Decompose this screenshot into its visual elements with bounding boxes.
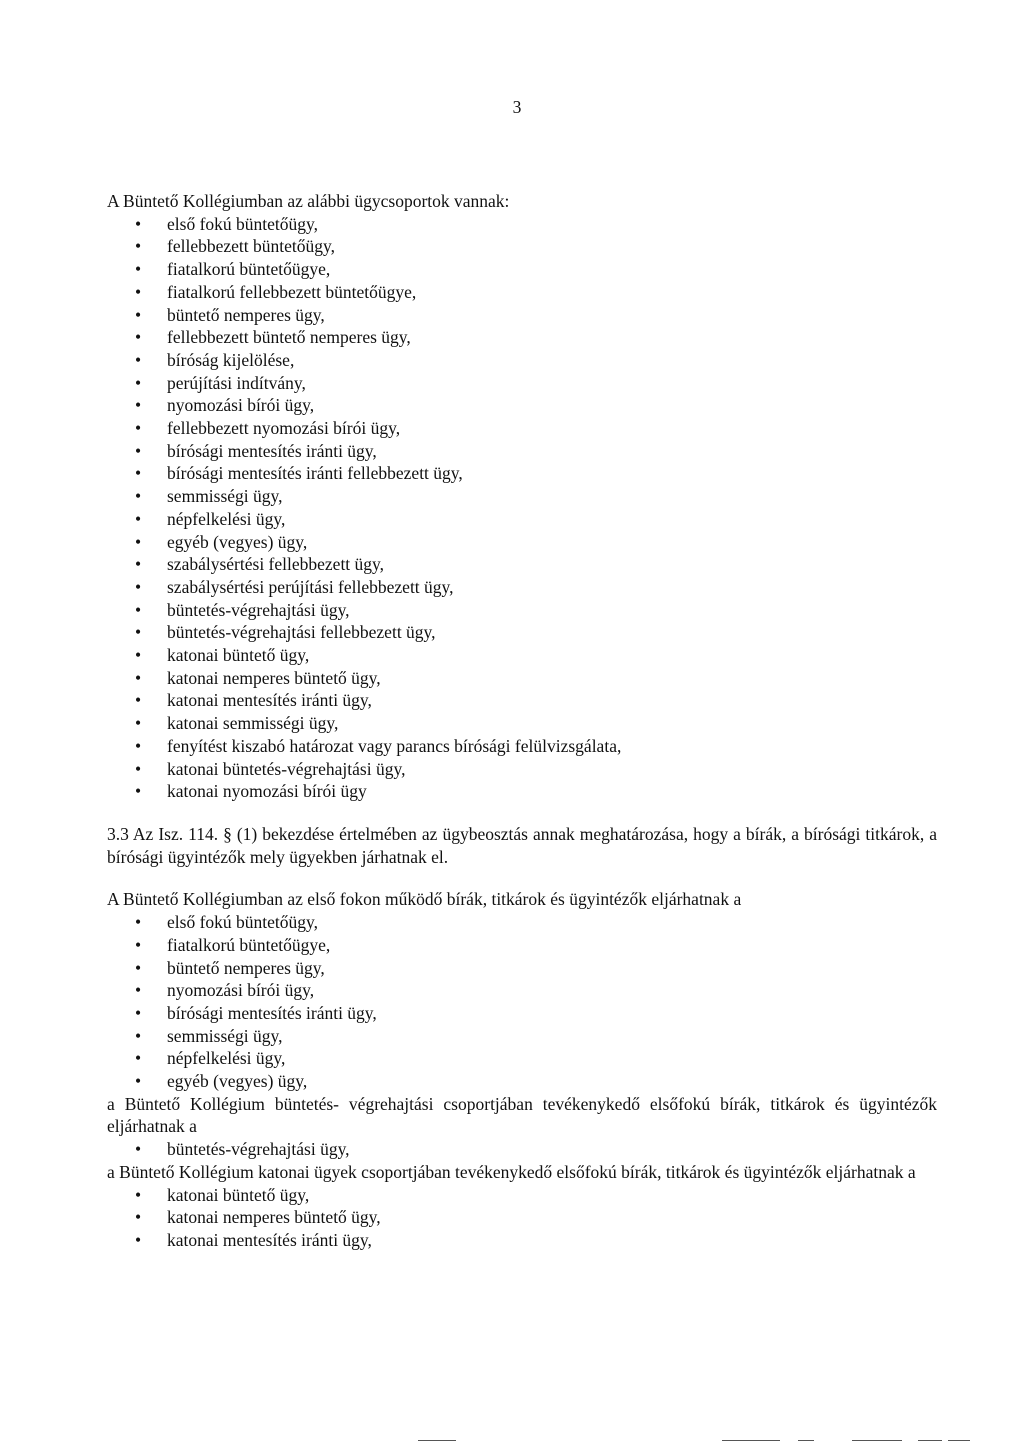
list-item-text: katonai mentesítés iránti ügy, xyxy=(167,690,372,711)
list-item xyxy=(107,1047,937,1070)
list-item-text: nyomozási bírói ügy, xyxy=(167,980,315,1001)
list-item-text: katonai büntető ügy, xyxy=(167,645,310,666)
bullet-icon: • xyxy=(135,713,142,734)
bullet-icon: • xyxy=(135,957,142,978)
list-item-text: katonai semmisségi ügy, xyxy=(167,713,339,734)
bullet-icon: • xyxy=(135,349,142,370)
list-item-text: büntető nemperes ügy, xyxy=(167,304,325,325)
list-item-text: nyomozási bírói ügy, xyxy=(167,395,315,416)
section1-intro: A Büntető Kollégiumban az alábbi ügycsoportok vannak: xyxy=(107,191,510,211)
bullet-icon: • xyxy=(135,690,142,711)
bullet-icon: • xyxy=(135,236,142,257)
list-item xyxy=(107,372,937,395)
list-item-text: bíróság kijelölése, xyxy=(167,349,295,370)
list-item-text: szabálysértési fellebbezett ügy, xyxy=(167,554,385,575)
page-number: 3 xyxy=(512,97,522,117)
bullet-icon: • xyxy=(135,304,142,325)
list-item xyxy=(107,667,937,690)
list-item-text: fellebbezett büntetőügy, xyxy=(167,236,335,257)
bullet-icon: • xyxy=(135,758,142,779)
list-item-text: perújítási indítvány, xyxy=(167,372,306,393)
bullet-icon: • xyxy=(135,1229,142,1250)
list-item xyxy=(107,621,937,644)
list-item xyxy=(107,485,937,508)
bullet-icon: • xyxy=(135,463,142,484)
list-item xyxy=(107,281,937,304)
list-item-text: fellebbezett nyomozási bírói ügy, xyxy=(167,418,401,439)
list-item-text: egyéb (vegyes) ügy, xyxy=(167,1071,308,1092)
bullet-icon: • xyxy=(135,599,142,620)
bullet-icon: • xyxy=(135,508,142,529)
enforcement-list xyxy=(107,1138,937,1161)
bullet-icon: • xyxy=(135,781,142,802)
list-item-text: szabálysértési perújítási fellebbezett ügy, xyxy=(167,576,454,597)
group2-intro: a Büntető Kollégium büntetés- végrehajtási csoportjában tevékenykedő elsőfokú bírák, titkárok és ügyintézők eljárhatnak a xyxy=(107,1093,937,1137)
list-item xyxy=(107,462,937,485)
list-item xyxy=(107,576,937,599)
bullet-icon: • xyxy=(135,327,142,348)
list-item xyxy=(107,531,937,554)
list-item-text: büntetés-végrehajtási fellebbezett ügy, xyxy=(167,622,436,643)
list-item xyxy=(107,1229,937,1252)
list-item-text: bírósági mentesítés iránti ügy, xyxy=(167,440,377,461)
bullet-icon: • xyxy=(135,1071,142,1092)
scan-artifact-lines xyxy=(0,1440,1024,1443)
bullet-icon: • xyxy=(135,667,142,688)
list-item xyxy=(107,1070,937,1093)
bullet-icon: • xyxy=(135,1048,142,1069)
list-item-text: fellebbezett büntető nemperes ügy, xyxy=(167,327,411,348)
bullet-icon: • xyxy=(135,735,142,756)
bullet-icon: • xyxy=(135,1025,142,1046)
list-item xyxy=(107,213,937,236)
list-item xyxy=(107,553,937,576)
list-item-text: első fokú büntetőügy, xyxy=(167,912,318,933)
bullet-icon: • xyxy=(135,372,142,393)
bullet-icon: • xyxy=(135,912,142,933)
bullet-icon: • xyxy=(135,980,142,1001)
list-item xyxy=(107,235,937,258)
bullet-icon: • xyxy=(135,622,142,643)
list-item-text: büntetés-végrehajtási ügy, xyxy=(167,599,350,620)
list-item-text: katonai büntető ügy, xyxy=(167,1184,310,1205)
list-item-text: fenyítést kiszabó határozat vagy parancs bírósági felülvizsgálata, xyxy=(167,735,622,756)
bullet-icon: • xyxy=(135,440,142,461)
list-item xyxy=(107,934,937,957)
list-item xyxy=(107,394,937,417)
list-item xyxy=(107,1138,937,1161)
bullet-icon: • xyxy=(135,418,142,439)
list-item xyxy=(107,304,937,327)
list-item xyxy=(107,1002,937,1025)
list-item-text: katonai büntetés-végrehajtási ügy, xyxy=(167,758,406,779)
bullet-icon: • xyxy=(135,645,142,666)
list-item xyxy=(107,1025,937,1048)
list-item-text: népfelkelési ügy, xyxy=(167,1048,286,1069)
list-item-text: katonai nyomozási bírói ügy xyxy=(167,781,367,802)
group3-intro: a Büntető Kollégium katonai ügyek csoportjában tevékenykedő elsőfokú bírák, titkárok és ügyintézők eljárhatnak a xyxy=(107,1161,916,1182)
bullet-icon: • xyxy=(135,554,142,575)
list-item-text: bírósági mentesítés iránti fellebbezett ügy, xyxy=(167,463,463,484)
list-item-text: katonai nemperes büntető ügy, xyxy=(167,1207,381,1228)
list-item-text: büntetés-végrehajtási ügy, xyxy=(167,1139,350,1160)
list-item-text: első fokú büntetőügy, xyxy=(167,213,318,234)
list-item xyxy=(107,599,937,622)
military-list xyxy=(107,1184,937,1252)
list-item xyxy=(107,349,937,372)
bullet-icon: • xyxy=(135,1139,142,1160)
list-item-text: semmisségi ügy, xyxy=(167,1025,283,1046)
list-item xyxy=(107,440,937,463)
list-item-text: bírósági mentesítés iránti ügy, xyxy=(167,1002,377,1023)
bullet-icon: • xyxy=(135,259,142,280)
bullet-icon: • xyxy=(135,395,142,416)
list-item xyxy=(107,1184,937,1207)
bullet-icon: • xyxy=(135,486,142,507)
list-item-text: katonai nemperes büntető ügy, xyxy=(167,667,381,688)
list-item-text: semmisségi ügy, xyxy=(167,486,283,507)
case-group-list xyxy=(107,213,937,803)
bullet-icon: • xyxy=(135,531,142,552)
list-item-text: fiatalkorú fellebbezett büntetőügye, xyxy=(167,281,417,302)
list-item xyxy=(107,911,937,934)
bullet-icon: • xyxy=(135,281,142,302)
list-item xyxy=(107,417,937,440)
list-item xyxy=(107,979,937,1002)
document-body xyxy=(107,190,937,1252)
section3-intro: A Büntető Kollégiumban az első fokon működő bírák, titkárok és ügyintézők eljárhatnak a xyxy=(107,889,742,910)
list-item-text: egyéb (vegyes) ügy, xyxy=(167,531,308,552)
list-item-text: fiatalkorú büntetőügye, xyxy=(167,934,331,955)
list-item xyxy=(107,689,937,712)
list-item xyxy=(107,1206,937,1229)
list-item-text: fiatalkorú büntetőügye, xyxy=(167,259,331,280)
list-item-text: népfelkelési ügy, xyxy=(167,508,286,529)
bullet-icon: • xyxy=(135,213,142,234)
first-instance-list xyxy=(107,911,937,1093)
list-item xyxy=(107,780,937,803)
list-item xyxy=(107,758,937,781)
list-item xyxy=(107,644,937,667)
list-item-text: büntető nemperes ügy, xyxy=(167,957,325,978)
list-item xyxy=(107,508,937,531)
bullet-icon: • xyxy=(135,1002,142,1023)
section2-paragraph: 3.3 Az Isz. 114. § (1) bekezdése értelmében az ügybeosztás annak meghatározása, hogy a bírák, a bírósági titkárok, a bírósági ügyintézők mely ügyekben járhatnak el. xyxy=(107,823,937,867)
bullet-icon: • xyxy=(135,1184,142,1205)
bullet-icon: • xyxy=(135,576,142,597)
list-item xyxy=(107,326,937,349)
list-item-text: katonai mentesítés iránti ügy, xyxy=(167,1229,372,1250)
bullet-icon: • xyxy=(135,934,142,955)
list-item xyxy=(107,957,937,980)
list-item xyxy=(107,712,937,735)
bullet-icon: • xyxy=(135,1207,142,1228)
list-item xyxy=(107,258,937,281)
list-item xyxy=(107,735,937,758)
